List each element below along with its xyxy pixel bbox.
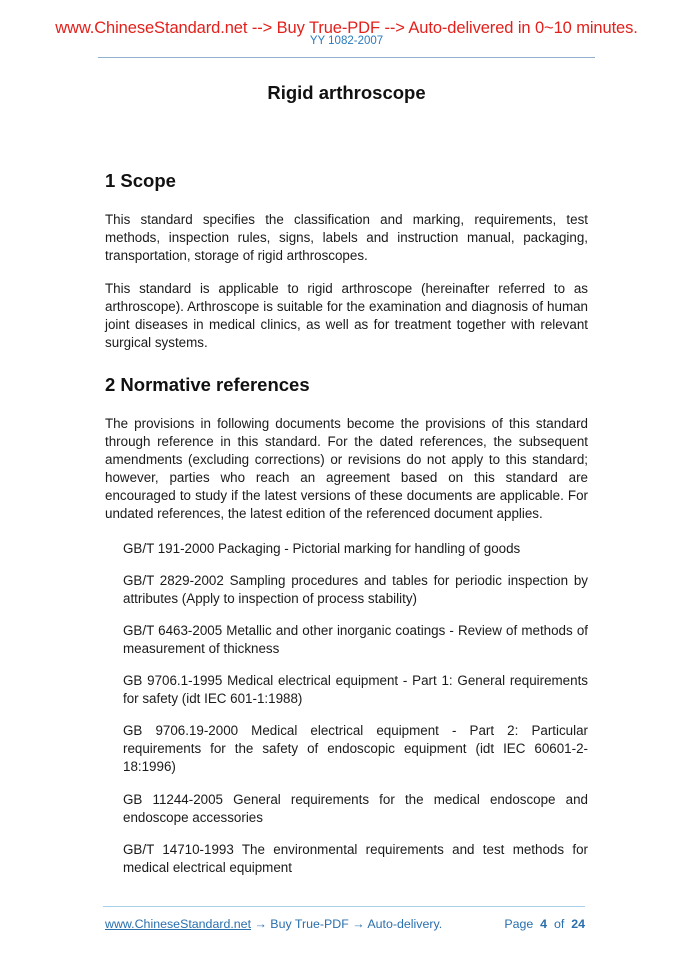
normative-intro-paragraph: The provisions in following documents become the provisions of this standard through reference in this standard. For the dated references, the subsequent amendments (excluding corrections) or revisions do not apply to this standard; however, parties who reach an agreement based on this standard are encouraged to study if the latest versions of these documents are applicable. For undated references, the latest edition of the referenced document applies. (105, 416, 588, 521)
reference-item: GB 9706.1-1995 Medical electrical equipment - Part 1: General requirements for safety (idt IEC 601-1:1988) (123, 673, 588, 706)
footer-promo (105, 916, 442, 932)
page-indicator (504, 916, 585, 932)
reference-item: GB/T 6463-2005 Metallic and other inorganic coatings - Review of methods of measurement of thickness (123, 623, 588, 656)
reference-item: GB/T 14710-1993 The environmental requirements and test methods for medical electrical equipment (123, 842, 588, 875)
footer-divider (103, 906, 585, 907)
section-heading-normative-references: 2 Normative references (105, 374, 310, 395)
reference-item: GB/T 191-2000 Packaging - Pictorial marking for handling of goods (123, 541, 521, 556)
scope-paragraph-2: This standard is applicable to rigid arthroscope (hereinafter referred to as arthroscope). Arthroscope is suitable for the examination and diagnosis of human joint diseases in medical clinics, as well as for treatment together with relevant surgical systems. (105, 281, 588, 350)
footer-tagline: → Buy True-PDF → Auto-delivery. (251, 917, 443, 931)
section-heading-scope: 1 Scope (105, 170, 176, 191)
reference-item: GB 11244-2005 General requirements for the medical endoscope and endoscope accessories (123, 792, 588, 825)
promo-banner: www.ChineseStandard.net --> Buy True-PDF --> Auto-delivered in 0~10 minutes. (55, 19, 638, 37)
page-total: 24 (571, 917, 585, 931)
page-of-label: of (553, 917, 565, 931)
scope-paragraph-1: This standard specifies the classification and marking, requirements, test methods, inspection rules, signs, labels and instruction manual, packaging, transportation, storage of rigid arthroscopes. (105, 212, 588, 263)
footer-site-link[interactable]: www.ChineseStandard.net (105, 917, 252, 931)
reference-item: GB/T 2829-2002 Sampling procedures and tables for periodic inspection by attributes (Apply to inspection of process stability) (123, 573, 588, 606)
standard-code: YY 1082-2007 (309, 35, 384, 47)
reference-item: GB 9706.19-2000 Medical electrical equipment - Part 2: Particular requirements for the safety of endoscopic equipment (idt IEC 60601-2-18:1996) (123, 723, 588, 774)
document-title: Rigid arthroscope (267, 82, 426, 103)
header-divider (98, 57, 595, 58)
page-current: 4 (540, 917, 548, 931)
page-label: Page (504, 917, 534, 931)
